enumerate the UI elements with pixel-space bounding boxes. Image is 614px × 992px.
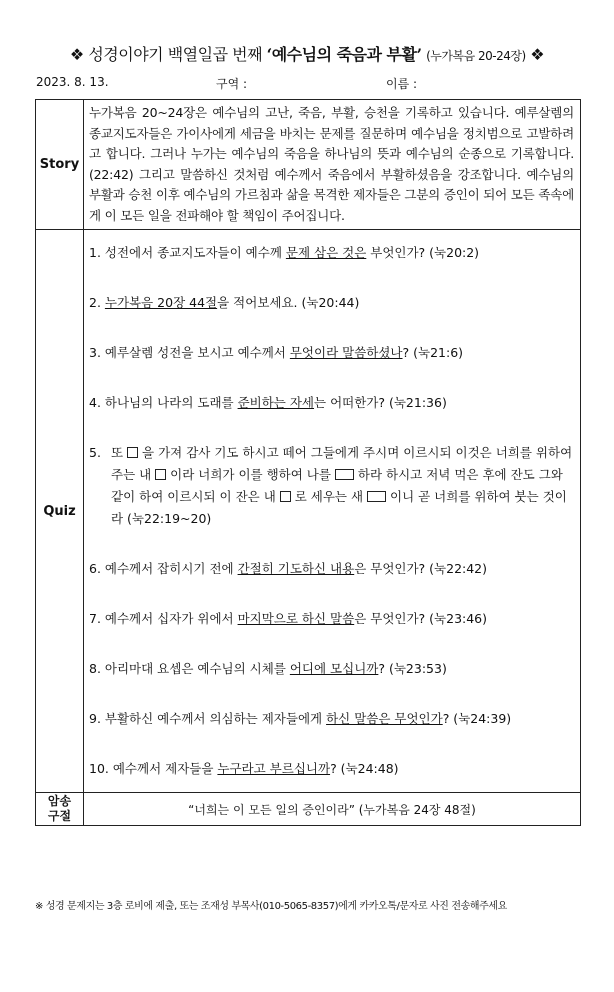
diamond-right-icon: ❖ bbox=[530, 45, 545, 64]
story-text: 누가복음 20~24장은 예수님의 고난, 죽음, 부활, 승천을 기록하고 있습니다. 예루살렘의 종교지도자들은 가이사에게 세금을 바치는 문제를 질문하며 예수님을 정치범으로 고발하려고 합니다. 그러나 누가는 예수님의 죽음을 하나님의 뜻과 예수님의 순종으로 기록합니다. (22:42) 그리고 말씀하신 것처럼 예수께서 죽음에서 부활하셨음을 강조합니다. 예수님의 부활과 승천 이후 예수님의 가르침과 삶을 목격한 제자들은 그분의 증인이 되어 모든 족속에게 이 모든 일을 전파해야 할 책임이 주어집니다. bbox=[84, 100, 581, 230]
question-6: 6. 예수께서 잡히시기 전에 간절히 기도하신 내용은 무엇인가? (눅22:42) bbox=[89, 561, 488, 576]
question-2: 2. 누가복음 20장 44절을 적어보세요. (눅20:44) bbox=[89, 295, 360, 310]
blank-double-box-icon bbox=[367, 491, 386, 502]
blank-box-icon bbox=[280, 491, 291, 502]
quiz-questions bbox=[84, 230, 581, 793]
memory-row bbox=[36, 793, 581, 826]
question-4: 4. 하나님의 나라의 도래를 준비하는 자세는 어떠한가? (눅21:36) bbox=[89, 395, 447, 410]
question-3: 3. 예루살렘 성전을 보시고 예수께서 무엇이라 말씀하셨나? (눅21:6) bbox=[89, 345, 464, 360]
question-8: 8. 아리마대 요셉은 예수님의 시체를 어디에 모십니까? (눅23:53) bbox=[89, 661, 447, 676]
story-label: Story bbox=[36, 100, 84, 230]
story-row bbox=[36, 100, 581, 230]
quiz-row bbox=[36, 230, 581, 793]
blank-double-box-icon bbox=[335, 469, 354, 480]
worksheet-title bbox=[0, 42, 614, 65]
title-prefix: 성경이야기 백열일곱 번째 bbox=[88, 45, 263, 64]
district-label: 구역 : bbox=[216, 77, 248, 91]
question-10: 10. 예수께서 제자들을 누구라고 부르십니까? (눅24:48) bbox=[89, 761, 399, 776]
title-bold: ‘예수님의 죽음과 부활’ bbox=[266, 45, 422, 64]
question-7: 7. 예수께서 십자가 위에서 마지막으로 하신 말씀은 무엇인가? (눅23:46) bbox=[89, 611, 488, 626]
title-reference: (누가복음 20-24장) bbox=[426, 49, 526, 63]
quiz-label: Quiz bbox=[36, 230, 84, 793]
blank-box-icon bbox=[127, 447, 138, 458]
footnote: ※ 성경 문제지는 3층 로비에 제출, 또는 조재성 부목사(010-5065-8357)에게 카카오톡/문자로 사진 전송해주세요 bbox=[35, 901, 507, 912]
blank-box-icon bbox=[155, 469, 166, 480]
memory-verse: “너희는 이 모든 일의 증인이라” (누가복음 24장 48절) bbox=[84, 793, 581, 826]
question-9: 9. 부활하신 예수께서 의심하는 제자들에게 하신 말씀은 무엇인가? (눅24:39) bbox=[89, 711, 512, 726]
memory-label: 암송 구절 bbox=[36, 793, 84, 826]
worksheet-table bbox=[35, 99, 581, 826]
name-label: 이름 : bbox=[386, 77, 418, 91]
diamond-left-icon: ❖ bbox=[69, 45, 84, 64]
question-1: 1. 성전에서 종교지도자들이 예수께 문제 삼은 것은 부엇인가? (눅20:2) bbox=[89, 245, 480, 260]
question-5: 5. 또 을 가져 감사 기도 하시고 떼어 그들에게 주시며 이르시되 이것은 너희를 위하여 주는 내 이라 너희가 이를 행하여 나를 하라 하시고 저녁 먹은 후에 잔도 그와 같이 하여 이르시되 이 잔은 내 로 세우는 새 이니 곧 너희를 위하여 붓는 것이라 (눅22:19~20) bbox=[89, 445, 573, 526]
date: 2023. 8. 13. bbox=[36, 75, 109, 89]
